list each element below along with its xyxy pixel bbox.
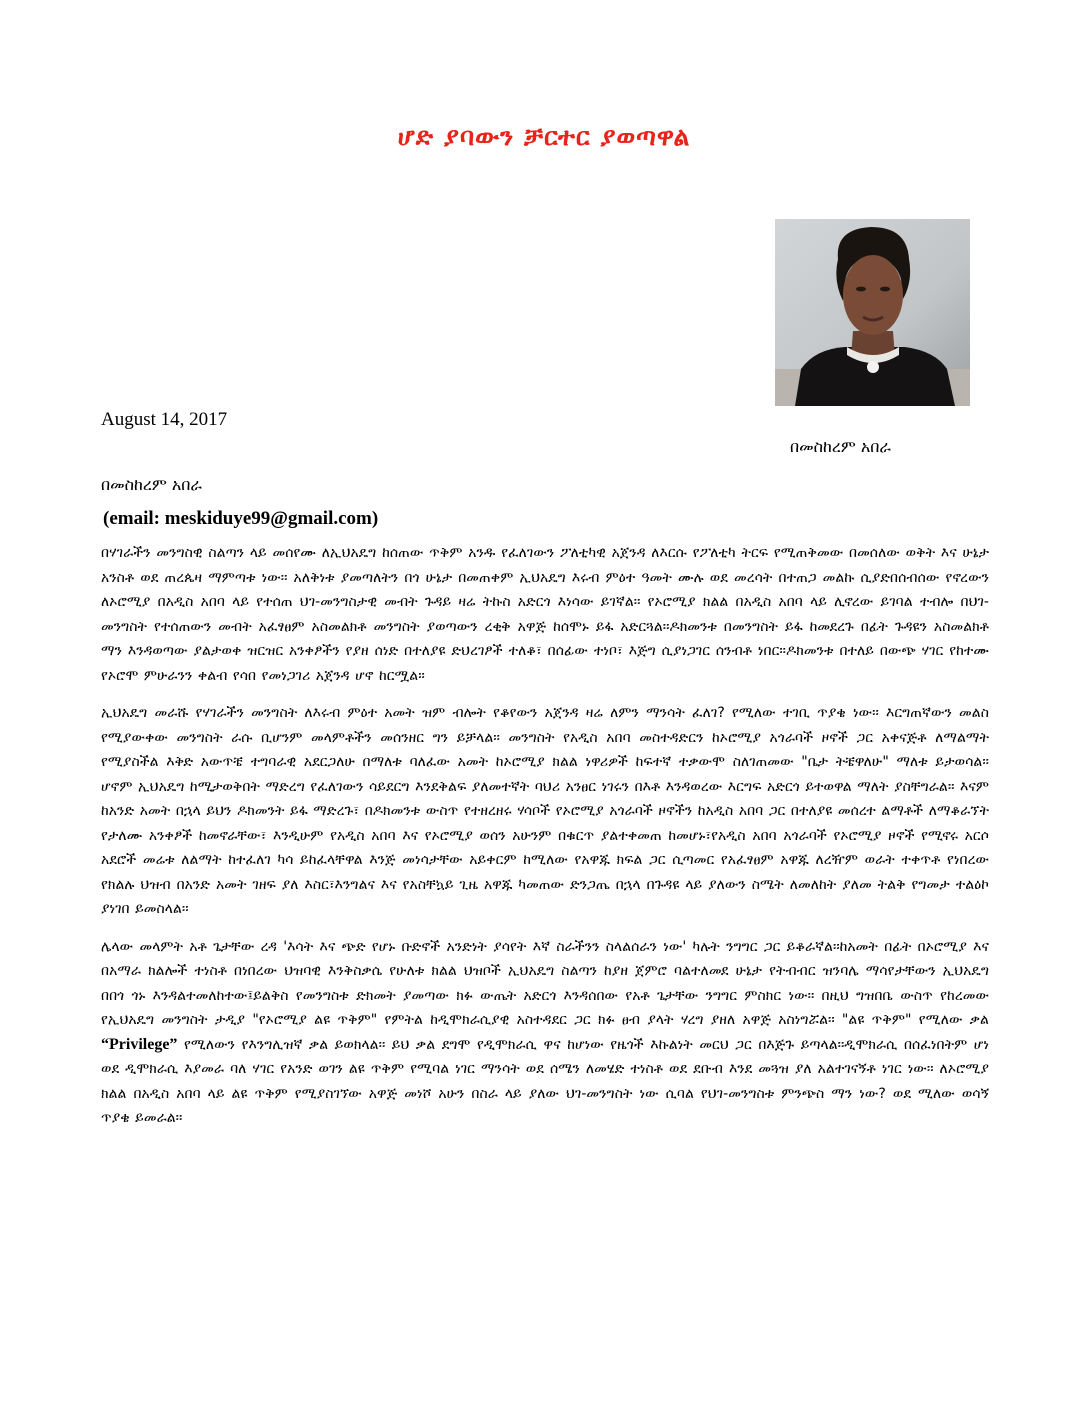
- paragraph-3-text: ሌላው መላምት አቶ ጌታቸው ረዳ 'እሳት እና ጭድ የሆኑ ቡድኖች አንድነት ያሳየት እኛ ስራችንን ስላልሰራን ነው' ካሉት ንግግር ጋር ይቆራኛል፡፡ከአመት በፊት በኦሮሚያ እና በአማራ ክልሎች ተነስቶ በነበረው ህዝባዊ እንቅስቃሴ የሁለቱ ክልል ህዝቦች ኢህአዴግ ስልጣን ከያዘ ጀምሮ ባልተለመደ ሁኔታ የትብብር ዝንባሌ ማሳየታቸውን ኢህአዴግ በበጎ ጎኑ እንዳልተመለከተው፤ይልቅስ የመንግስቱ ድክመት ያመጣው ክፉ ውጤት አድርጎ እንዳሰበው የአቶ ጌታቸው ንግግር ምስክር ነው፡፡ በዚህ ግዝበቤ ውስጥ የከረመው የኢህአዴግ መንግስት ታዲያ "የኦሮሚያ ልዩ ጥቅም" የምትል ከዲሞክራሲያዊ አስተዳደር ጋር ክፉ ፀብ ያላት ሃረግ ያዘለ አዋጅ አስነግሯል፡፡ "ልዩ ጥቅም" የሚለው ቃል: [101, 938, 989, 1028]
- article-body: [101, 541, 989, 1144]
- paragraph-2: ኢህአዴግ መራሹ የሃገራችን መንግስት ለእሩብ ምዕተ አመት ዝም ብሎት የቆየውን አጀንዳ ዛሬ ለምን ማንሳት ፈለገ? የሚለው ተገቢ ጥያቄ ነው፡፡ እርግጠኛውን መልስ የሚያውቀው መንግስት ራሱ ቢሆንም መላምቶችን መሰንዘር ግን ይቻላል፡፡ መንግስት የአዲስ አበባ መስተዳድርን ከኦሮሚያ አጎራባች ዞኖች ጋር አቀናጅቶ ለማልማት የሚያስችል እቅድ አውጥቼ ተግባራዊ አደርጋለሁ በማለቱ ባለፈው አመት ከኦሮሚያ ክልል ነዋሪዎች ከፍተኛ ተቃውሞ ስለገጠመው "ቤታ ትቼዋለሁ" ማለቱ ይታወሳል፡፡ ሆኖም ኢህአዴግ ከሚታወቅበት ማድረግ የፈለገውን ሳይደርግ እንደቅልፍ ያለመተኛት ባህሪ አንፀር ነገሩን በእቶ እንዳወረው እርግፍ አድርጎ ይተወዋል ማለት ያስቸግራል፡፡ እናም ከአንድ አመት በኋላ ይህን ዶክመንት ይፋ ማድረጉ፣ በዶክመንቱ ውስጥ የተዘረዘሩ ሃሳቦች የኦሮሚያ አጎራባች ዞኖችን ከአዲስ አበባ ጋር በተለያዩ መሰረተ ልማቶች ለማቆራኘት የታለሙ አንቀፆች ከመኖራቸው፣ እንዲሁም የአዲስ አበባ እና የኦሮሚያ ወሰን አሁንም በቁርጥ ያልተቀመጠ ከመሆኑ፣የአዲስ አበባ አጎራባች የኦሮሚያ ዞኖች የሚኖሩ አርሶ አደሮች መሬቱ ለልማት ከተፈለገ ካሳ ይከፈላቸዋል እንጅ መነሳታቸው አይቀርም ከሚለው የአዋጁ ክፍል ጋር ሲጣመር የአፈፃፀም አዋጁ ለረዥም ወራት ተቀጥቶ የነበረው የክልሉ ህዝብ በአንድ አመት ገዘፍ ያለ እስር፣እንግልና እና የአስቸኳይ ጊዜ አዋጁ ካመጠው ድንጋጤ በኋላ በጉዳዩ ላይ ያለውን ስሜት ለመለከት ያለመ ትልቅ የግመታ ተልዕኮ ያነገበ ይመስላል፡፡: [101, 705, 989, 917]
- article-title: ሆድ ያባውን ቻርተር ያወጣዋል: [397, 122, 691, 151]
- paragraph-3-continued: የሚለውን የእንግሊዝኛ ቃል ይወክላል፡፡ ይህ ቃል ደግሞ የዲሞክራሲ ዋና ከሆነው የዜጎች እኩልነት መርህ ጋር በእጅጉ ይጣላል፡፡ዲሞክራሲ በሰፈነበትም ሆነ ወደ ዲሞክራሲ እያመራ ባለ ሃገር የአንድ ወገን ልዩ ጥቅም የሚባል ነገር ማንሳት ወደ ሰሜን ለመሄድ ተነስቶ ወደ ደቡብ እንደ መጓዝ ያለ አልተገናኝቶ ነገር ነው፡፡ ለኦሮሚያ ክልል በአዲስ አበባ ላይ ልዩ ጥቅም የሚያስገኘው አዋጅ መነሾ አሁን በስራ ላይ ያለው ህገ-መንግስት ነው ሲባል የህገ-መንግስቱ ምንጭስ ማን ነው? ወደ ሚለው ወሳኝ ጥያቄ ይመራል፡፡: [101, 1036, 989, 1126]
- author-photo: [775, 219, 970, 406]
- author-photo-caption: በመስከረም አበራ: [790, 437, 891, 456]
- article-date: August 14, 2017: [101, 409, 228, 430]
- author-email: (email: meskiduye99@gmail.com): [103, 508, 379, 529]
- privilege-term: “Privilege”: [101, 1035, 178, 1053]
- paragraph-1: በሃገራችን መንግስዊ ስልጣን ላይ መሰየሙ ለኢህአዴግ ከሰጠው ጥቅም አንዱ የፈለገውን ፖለቲካዊ አጀንዳ ለእርሱ የፖለቲካ ትርፍ የሚጠቅመው በመሰለው ወቅት እና ሁኔታ አንስቶ ወደ ጠረጴዛ ማምጣቱ ነው፡፡ አለቅነቱ ያመጣለትን በጎ ሁኔታ በመጠቀም ኢህአዴግ እሩብ ምዕተ ዓመት ሙሉ ወደ መረሳት በተጠጋ መልኩ ሲያድበሰብሰው የኖረውን ለኦሮሚያ በአዲስ አበባ ላይ የተሰጠ ህገ-መንግስታዊ መብት ጉዳይ ዛሬ ትኩስ አድርጎ እነሳው ይገኛል፡፡ የኦሮሚያ ክልል በአዲስ አበባ ላይ ሊኖረው ይገባል ተብሎ በህገ-መንግስት የተሰጠውን መብት አፈፃፀም አስመልክቶ መንግስት ያወጣውን ረቂቅ አዋጅ ከሰሞኑ ይፋ አድርጓል፡፡ዶክመንቱ በመንግስት ይፋ ከመደረጉ በፊት ጉዳዩን አስመልክቶ ማን እንዳወጣው ያልታወቀ ዝርዝር አንቀፆችን የያዘ ሰነድ በተለያዩ ድህረገፆች ተለቆ፣ በሰፊው ተነቦ፣ እጅግ ሲያነጋገር ሰንብቶ ነበር፡፡ዶክመንቱ በተለይ በውጭ ሃገር የከተሙ የኦሮሞ ምሁራንን ቀልብ የሳበ የመነጋገሪ አጀንዳ ሆኖ ከርሟል፡፡: [101, 545, 989, 684]
- author-byline: በመስከረም አበራ: [101, 475, 202, 494]
- paragraph-3: [101, 935, 989, 1131]
